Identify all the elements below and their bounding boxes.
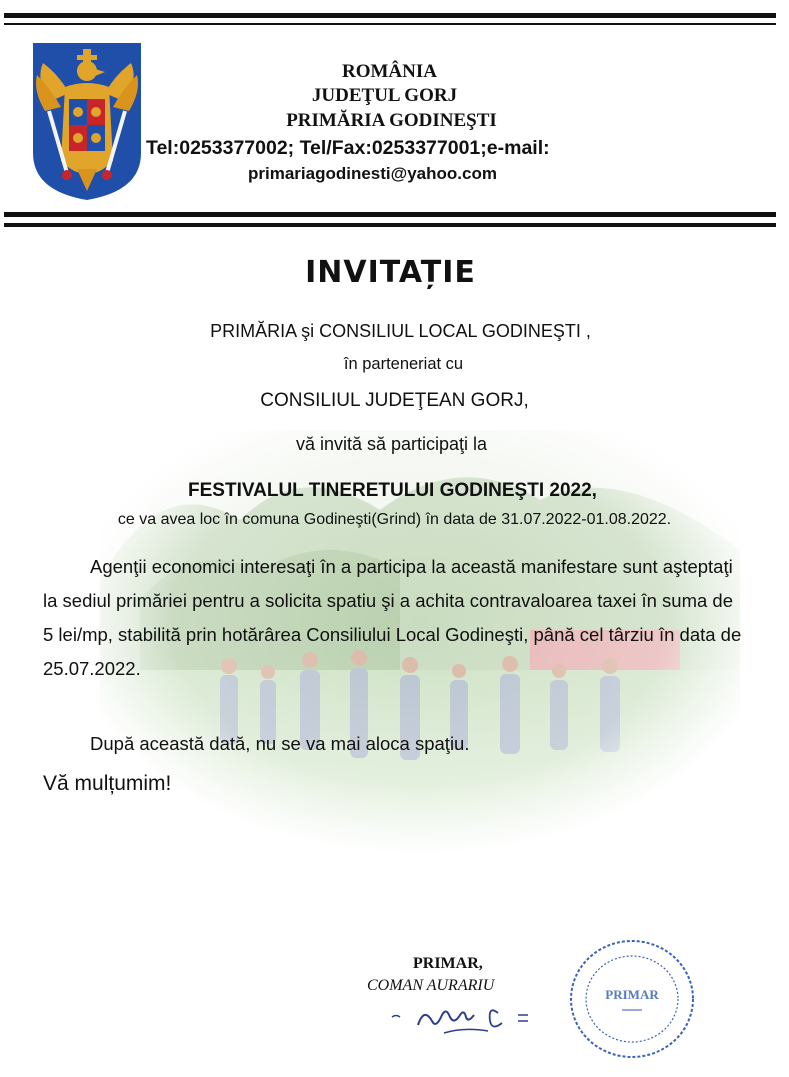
header-email: primariagodinesti@yahoo.com — [248, 164, 497, 183]
header-country: ROMÂNIA — [342, 61, 437, 82]
organizer-line: PRIMĂRIA şi CONSILIUL LOCAL GODINEŞTI , — [210, 321, 591, 341]
event-details: ce va avea loc în comuna Godineşti(Grind) în data de 31.07.2022-01.08.2022. — [117, 511, 672, 528]
invite-line: vă invită să participaţi la — [295, 434, 488, 454]
header-rule-top-thin — [4, 23, 776, 25]
header-rule-bottom-thick — [4, 212, 776, 217]
thanks-line: Vă mulțumim! — [43, 772, 172, 795]
official-stamp-icon — [566, 936, 698, 1062]
header-contact: Tel:0253377002; Tel/Fax:0253377001;e-mail: — [146, 137, 550, 159]
header-rule-top-thick — [4, 13, 776, 18]
handwritten-signature — [388, 995, 538, 1039]
signature-title: PRIMAR, — [413, 955, 483, 972]
partnership-line: în parteneriat cu — [343, 355, 464, 373]
signature-name: COMAN AURARIU — [367, 977, 495, 994]
event-name: FESTIVALUL TINERETULUI GODINEŞTI 2022, — [188, 480, 597, 501]
partner-line: CONSILIUL JUDEŢEAN GORJ, — [260, 390, 529, 411]
deadline-paragraph: După această dată, nu se va mai aloca spaţiu. — [90, 733, 470, 754]
page-title: INVITAȚIE — [305, 255, 476, 290]
stamp-center-text: PRIMAR — [605, 987, 659, 1002]
info-paragraph: Agenţii economici interesaţi în a participa la această manifestare sunt aşteptaţi la sediul primăriei pentru a solicita spatiu şi a achita contravaloarea taxei în suma de 5 lei/mp, stabilită prin hotărârea Consiliului Local Godineşti, până cel târziu în data de 25.07.2022. — [43, 556, 742, 679]
header-county: JUDEŢUL GORJ — [311, 85, 458, 106]
header-rule-bottom-thin — [4, 223, 776, 227]
header-town-hall: PRIMĂRIA GODINEŞTI — [286, 110, 497, 131]
